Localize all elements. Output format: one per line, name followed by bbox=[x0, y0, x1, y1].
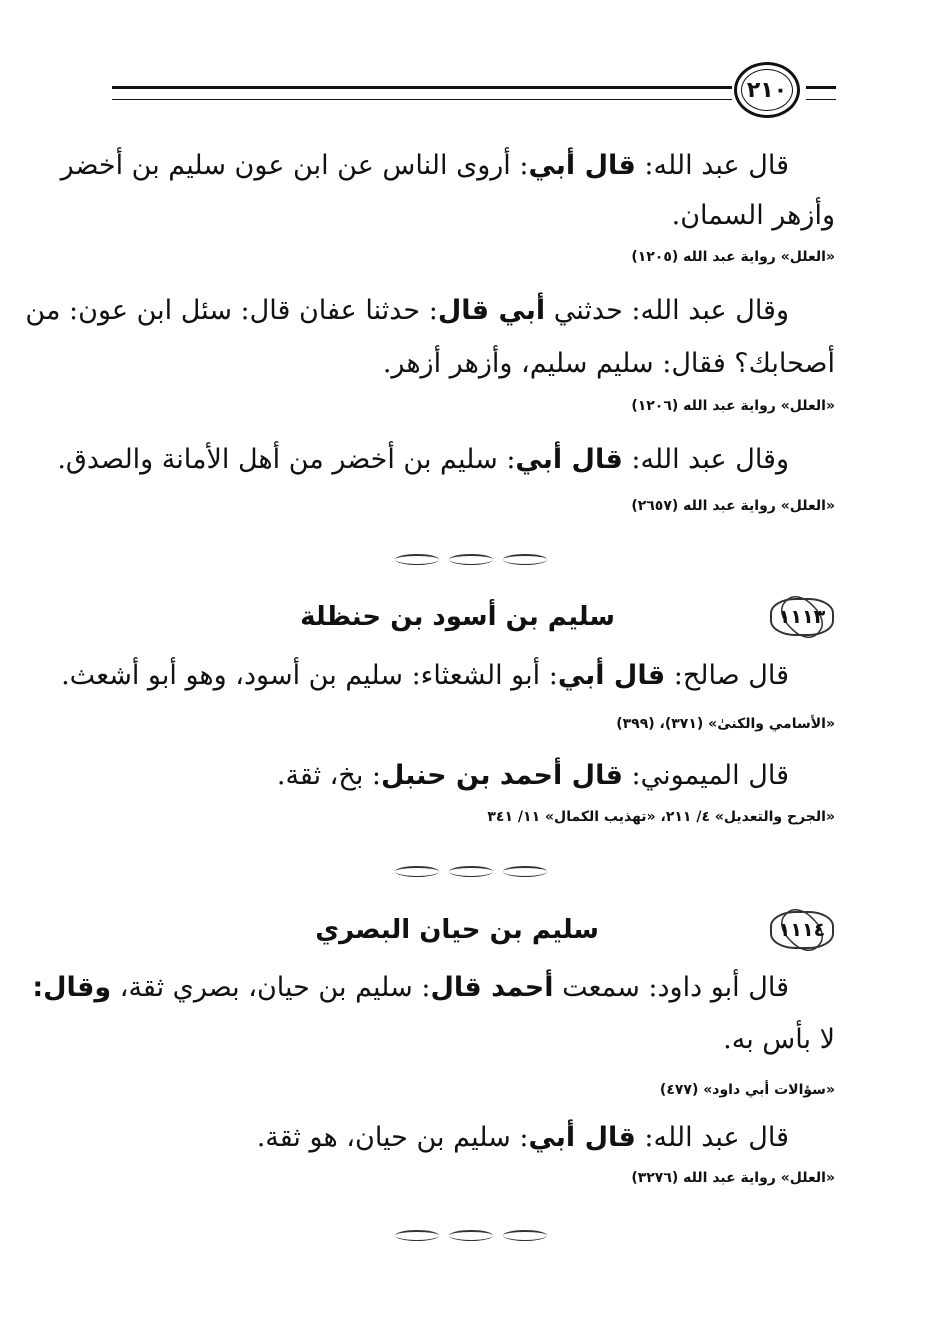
source-citation: «العلل» رواية عبد الله (٣٢٧٦) bbox=[631, 1170, 835, 1186]
text-line: قال عبد الله: قال أبي: أروى الناس عن ابن عون سليم بن أخضر bbox=[60, 150, 789, 181]
text-line: قال صالح: قال أبي: أبو الشعثاء: سليم بن أسود، وهو أبو أشعث. bbox=[61, 660, 789, 691]
page-number bbox=[734, 62, 800, 118]
section-divider-ornament bbox=[395, 553, 547, 565]
header-rule bbox=[112, 86, 732, 100]
text-line: قال الميموني: قال أحمد بن حنبل: بخ، ثقة. bbox=[276, 760, 789, 791]
source-citation: «الأسامي والكنىٰ» (٣٧١)، (٣٩٩) bbox=[616, 716, 835, 732]
entry-number-badge: ١١١٣ bbox=[764, 594, 840, 640]
entry-title: سليم بن أسود بن حنظلة bbox=[300, 602, 615, 632]
source-citation: «سؤالات أبي داود» (٤٧٧) bbox=[659, 1082, 835, 1098]
entry-title: سليم بن حيان البصري bbox=[315, 915, 599, 945]
text-line: وأزهر السمان. bbox=[671, 200, 835, 231]
text-line: لا بأس به. bbox=[723, 1024, 835, 1055]
text-line: أصحابك؟ فقال: سليم سليم، وأزهر أزهر. bbox=[382, 348, 835, 379]
header-rule-end bbox=[806, 86, 836, 100]
text-line: وقال عبد الله: قال أبي: سليم بن أخضر من أهل الأمانة والصدق. bbox=[57, 444, 789, 475]
text-line: وقال عبد الله: حدثني أبي قال: حدثنا عفان قال: سئل ابن عون: من bbox=[25, 295, 789, 326]
source-citation: «العلل» رواية عبد الله (٢٦٥٧) bbox=[631, 498, 835, 514]
entry-number-badge: ١١١٤ bbox=[764, 907, 840, 953]
source-citation: «العلل» رواية عبد الله (١٢٠٥) bbox=[631, 249, 835, 265]
text-line: قال أبو داود: سمعت أحمد قال: سليم بن حيان، بصري ثقة، وقال: bbox=[32, 972, 789, 1003]
section-divider-ornament bbox=[395, 865, 547, 877]
section-divider-ornament bbox=[395, 1229, 547, 1241]
page-number-text: ٢١٠ bbox=[746, 77, 788, 103]
text-line: قال عبد الله: قال أبي: سليم بن حيان، هو ثقة. bbox=[256, 1122, 789, 1153]
source-citation: «الجرح والتعديل» ٤/ ٢١١، «تهذيب الكمال» ١١/ ٣٤١ bbox=[487, 809, 835, 825]
source-citation: «العلل» رواية عبد الله (١٢٠٦) bbox=[631, 398, 835, 414]
